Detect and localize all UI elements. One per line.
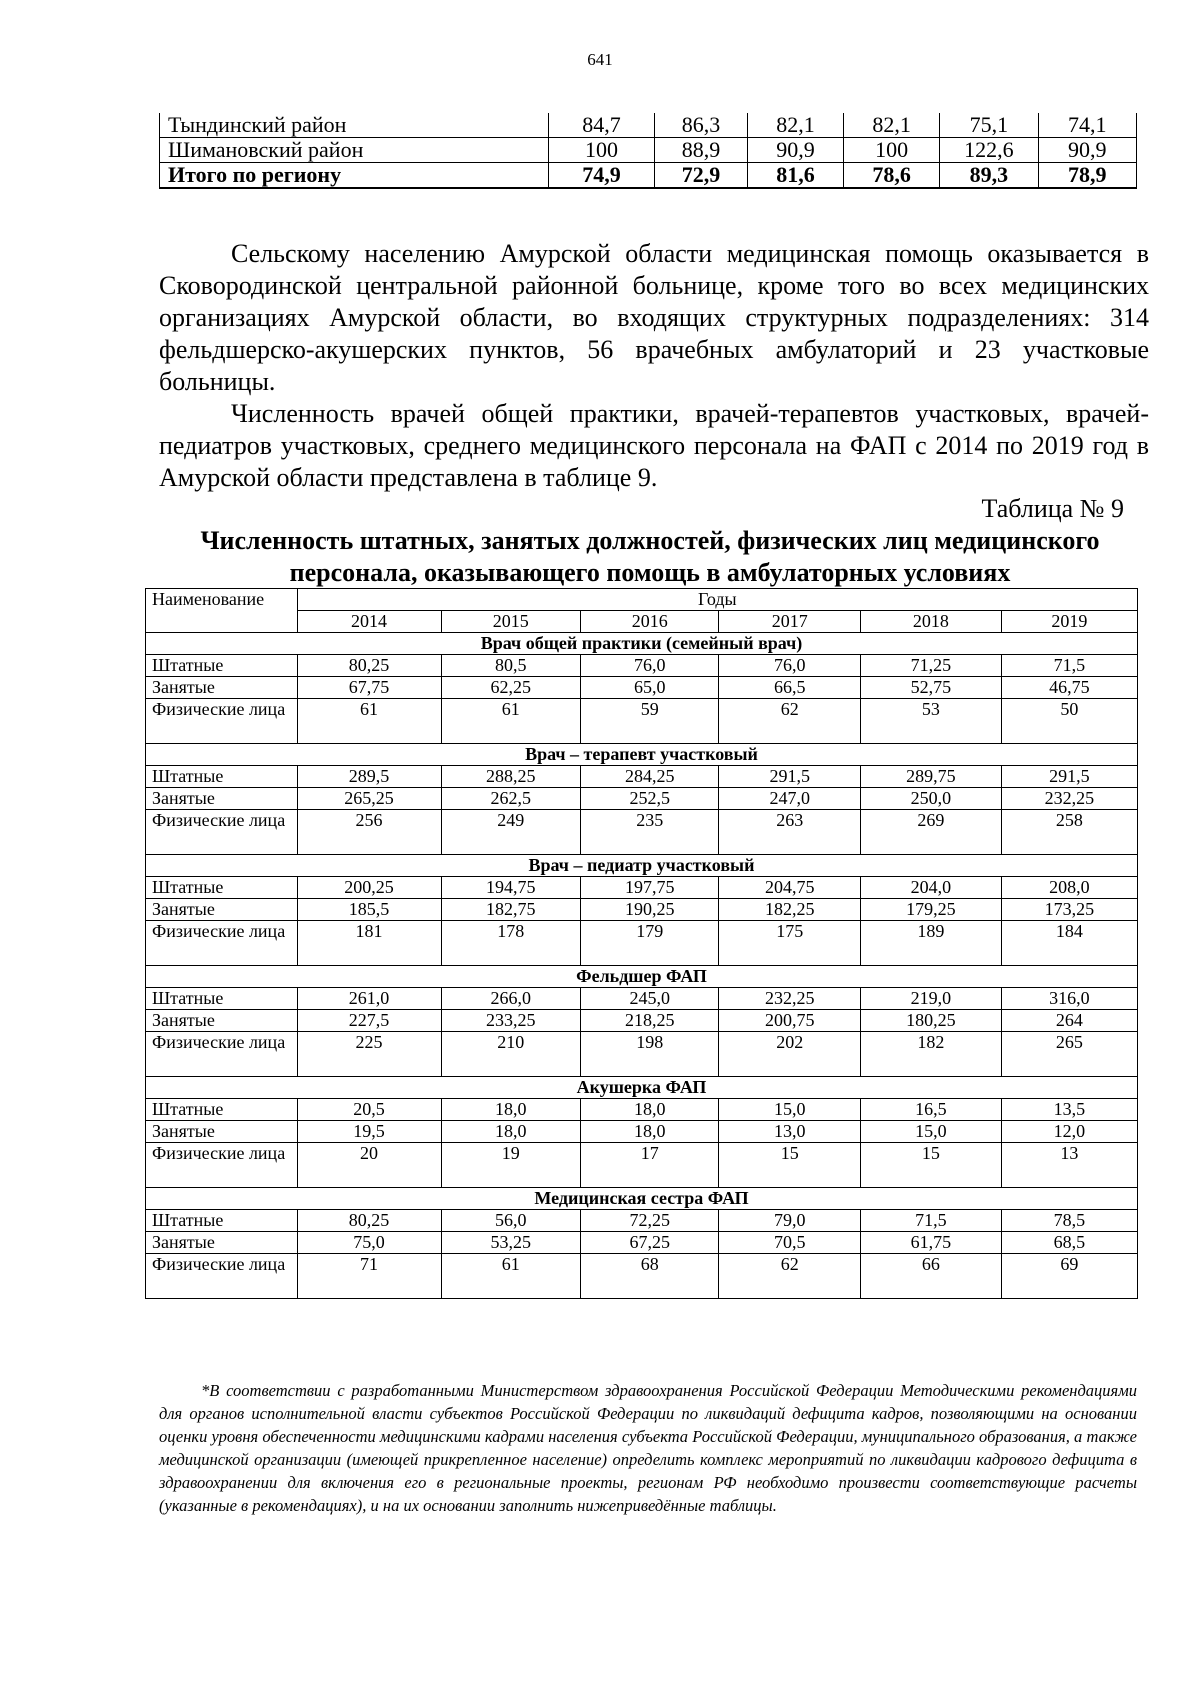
section-title: Врач общей практики (семейный врач) xyxy=(146,633,1138,655)
table-cell: 71,5 xyxy=(861,1210,1002,1232)
table-cell: 198 xyxy=(581,1032,719,1077)
table-cell: 179 xyxy=(581,921,719,966)
table-cell: 100 xyxy=(844,138,940,163)
table-cell: 16,5 xyxy=(861,1099,1002,1121)
table-cell: 82,1 xyxy=(844,113,940,138)
table-cell: 76,0 xyxy=(581,655,719,677)
table-cell: 227,5 xyxy=(297,1010,441,1032)
table-cell: 175 xyxy=(719,921,861,966)
table-cell: 208,0 xyxy=(1001,877,1137,899)
table-cell: 252,5 xyxy=(581,788,719,810)
table-cell: 219,0 xyxy=(861,988,1002,1010)
table-cell: 19 xyxy=(441,1143,581,1188)
table-cell: 61 xyxy=(441,1254,581,1299)
table-cell: 17 xyxy=(581,1143,719,1188)
table-cell: 18,0 xyxy=(581,1121,719,1143)
table-cell: 247,0 xyxy=(719,788,861,810)
table-cell: 194,75 xyxy=(441,877,581,899)
section-row xyxy=(146,1188,1138,1210)
table-cell: 78,6 xyxy=(844,163,940,189)
table-cell: 72,9 xyxy=(655,163,748,189)
table-cell: 258 xyxy=(1001,810,1137,855)
table-cell: 52,75 xyxy=(861,677,1002,699)
paragraph-rural-care: Сельскому населению Амурской области медицинская помощь оказывается в Сковородинской центральной районной больнице, кроме того во всех медицинских организациях Амурской области, во входящих структурных подразделениях: 314 фельдшерско-акушерских пунктов, 56 врачебных амбулаторий и 23 участковые больницы. xyxy=(159,239,1149,396)
table-cell: 67,25 xyxy=(581,1232,719,1254)
table-row xyxy=(146,766,1138,788)
table-cell: 66,5 xyxy=(719,677,861,699)
table-cell: 76,0 xyxy=(719,655,861,677)
table-row xyxy=(146,1210,1138,1232)
table-cell: 46,75 xyxy=(1001,677,1137,699)
table-cell: 71,5 xyxy=(1001,655,1137,677)
table-cell: 18,0 xyxy=(441,1099,581,1121)
section-title: Фельдшер ФАП xyxy=(146,966,1138,988)
row-label: Занятые xyxy=(146,1010,298,1032)
table-cell: 204,0 xyxy=(861,877,1002,899)
year-header: 2018 xyxy=(861,611,1002,633)
table-row xyxy=(146,677,1138,699)
table-title: Численность штатных, занятых должностей, физических лиц медицинского персонала, оказывающего помощь в амбулаторных условиях xyxy=(200,526,1100,587)
table-cell: 82,1 xyxy=(747,113,843,138)
district-name: Итого по региону xyxy=(160,163,549,189)
table-row xyxy=(146,1010,1138,1032)
year-header: 2015 xyxy=(441,611,581,633)
table-cell: 261,0 xyxy=(297,988,441,1010)
table-cell: 13,0 xyxy=(719,1121,861,1143)
table-cell: 67,75 xyxy=(297,677,441,699)
row-label: Физические лица xyxy=(146,1143,298,1188)
table-row xyxy=(146,1121,1138,1143)
table-cell: 245,0 xyxy=(581,988,719,1010)
row-label: Штатные xyxy=(146,655,298,677)
table-cell: 80,5 xyxy=(441,655,581,677)
table-cell: 90,9 xyxy=(1038,138,1136,163)
table-cell: 184 xyxy=(1001,921,1137,966)
table-cell: 72,25 xyxy=(581,1210,719,1232)
table-cell: 78,9 xyxy=(1038,163,1136,189)
table-cell: 263 xyxy=(719,810,861,855)
row-label: Физические лица xyxy=(146,921,298,966)
table-row xyxy=(146,699,1138,744)
table-cell: 190,25 xyxy=(581,899,719,921)
table-cell: 62 xyxy=(719,699,861,744)
table-cell: 249 xyxy=(441,810,581,855)
table-cell: 20,5 xyxy=(297,1099,441,1121)
table-cell: 74,9 xyxy=(549,163,655,189)
district-name: Шимановский район xyxy=(160,138,549,163)
table-cell: 100 xyxy=(549,138,655,163)
row-label: Занятые xyxy=(146,1121,298,1143)
year-header: 2019 xyxy=(1001,611,1137,633)
table-cell: 291,5 xyxy=(1001,766,1137,788)
table-cell: 218,25 xyxy=(581,1010,719,1032)
table-row xyxy=(146,1232,1138,1254)
top-table xyxy=(159,113,1137,189)
table-cell: 182 xyxy=(861,1032,1002,1077)
row-label: Занятые xyxy=(146,788,298,810)
table-cell: 90,9 xyxy=(747,138,843,163)
table-cell: 232,25 xyxy=(1001,788,1137,810)
table-row xyxy=(146,1032,1138,1077)
table-cell: 173,25 xyxy=(1001,899,1137,921)
table-cell: 18,0 xyxy=(581,1099,719,1121)
table-row xyxy=(146,921,1138,966)
table-cell: 13 xyxy=(1001,1143,1137,1188)
section-row xyxy=(146,633,1138,655)
section-row xyxy=(146,855,1138,877)
table-cell: 75,0 xyxy=(297,1232,441,1254)
table-cell: 202 xyxy=(719,1032,861,1077)
table-cell: 15 xyxy=(861,1143,1002,1188)
table-cell: 210 xyxy=(441,1032,581,1077)
table-row xyxy=(146,1099,1138,1121)
row-label: Физические лица xyxy=(146,810,298,855)
year-header: 2014 xyxy=(297,611,441,633)
table-cell: 182,75 xyxy=(441,899,581,921)
table-cell: 256 xyxy=(297,810,441,855)
table-cell: 53 xyxy=(861,699,1002,744)
table-cell: 75,1 xyxy=(940,113,1038,138)
table-cell: 233,25 xyxy=(441,1010,581,1032)
table-cell: 13,5 xyxy=(1001,1099,1137,1121)
table-cell: 197,75 xyxy=(581,877,719,899)
table-cell: 189 xyxy=(861,921,1002,966)
table-cell: 265 xyxy=(1001,1032,1137,1077)
table-row xyxy=(160,138,1137,163)
section-row xyxy=(146,966,1138,988)
table-cell: 20 xyxy=(297,1143,441,1188)
table-row xyxy=(146,877,1138,899)
table-cell: 56,0 xyxy=(441,1210,581,1232)
table-cell: 74,1 xyxy=(1038,113,1136,138)
year-header: 2017 xyxy=(719,611,861,633)
section-title: Врач – терапевт участковый xyxy=(146,744,1138,766)
section-title: Медицинская сестра ФАП xyxy=(146,1188,1138,1210)
table-cell: 15 xyxy=(719,1143,861,1188)
table-cell: 88,9 xyxy=(655,138,748,163)
table-cell: 68,5 xyxy=(1001,1232,1137,1254)
year-header: 2016 xyxy=(581,611,719,633)
table-cell: 180,25 xyxy=(861,1010,1002,1032)
table-cell: 265,25 xyxy=(297,788,441,810)
section-title: Врач – педиатр участковый xyxy=(146,855,1138,877)
table-cell: 86,3 xyxy=(655,113,748,138)
table-cell: 70,5 xyxy=(719,1232,861,1254)
table-cell: 84,7 xyxy=(549,113,655,138)
table-cell: 79,0 xyxy=(719,1210,861,1232)
table-label: Таблица № 9 xyxy=(981,494,1124,523)
table-row xyxy=(160,113,1137,138)
table-cell: 200,25 xyxy=(297,877,441,899)
row-label: Штатные xyxy=(146,988,298,1010)
header-years: Годы xyxy=(297,589,1137,611)
table-row xyxy=(146,899,1138,921)
table-cell: 291,5 xyxy=(719,766,861,788)
table-cell: 289,75 xyxy=(861,766,1002,788)
table-cell: 185,5 xyxy=(297,899,441,921)
table-row xyxy=(146,788,1138,810)
table-cell: 50 xyxy=(1001,699,1137,744)
table-cell: 71,25 xyxy=(861,655,1002,677)
row-label: Физические лица xyxy=(146,699,298,744)
table-row xyxy=(146,988,1138,1010)
row-label: Физические лица xyxy=(146,1254,298,1299)
table-cell: 225 xyxy=(297,1032,441,1077)
table-cell: 80,25 xyxy=(297,1210,441,1232)
row-label: Занятые xyxy=(146,677,298,699)
table-cell: 69 xyxy=(1001,1254,1137,1299)
table-cell: 61,75 xyxy=(861,1232,1002,1254)
row-label: Штатные xyxy=(146,877,298,899)
table-cell: 266,0 xyxy=(441,988,581,1010)
table-cell: 179,25 xyxy=(861,899,1002,921)
table-cell: 78,5 xyxy=(1001,1210,1137,1232)
row-label: Штатные xyxy=(146,1099,298,1121)
row-label: Занятые xyxy=(146,1232,298,1254)
table-cell: 250,0 xyxy=(861,788,1002,810)
table-cell: 53,25 xyxy=(441,1232,581,1254)
table-cell: 122,6 xyxy=(940,138,1038,163)
table-cell: 71 xyxy=(297,1254,441,1299)
table-cell: 65,0 xyxy=(581,677,719,699)
table-cell: 61 xyxy=(297,699,441,744)
table-cell: 182,25 xyxy=(719,899,861,921)
table-cell: 181 xyxy=(297,921,441,966)
table-cell: 269 xyxy=(861,810,1002,855)
table-cell: 232,25 xyxy=(719,988,861,1010)
table-row xyxy=(146,1143,1138,1188)
table-cell: 62,25 xyxy=(441,677,581,699)
section-row xyxy=(146,1077,1138,1099)
table-cell: 178 xyxy=(441,921,581,966)
table-cell: 68 xyxy=(581,1254,719,1299)
table-row xyxy=(146,655,1138,677)
table-cell: 284,25 xyxy=(581,766,719,788)
table-cell: 81,6 xyxy=(747,163,843,189)
footnote: *В соответствии с разработанными Министерством здравоохранения Российской Федерации Методическими рекомендациями для органов исполнительной власти субъектов Российской Федерации по ликвидаций дефицита кадров, позволяющими на основании оценки уровня обеспеченности медицинскими кадрами населения субъекта Российской Федерации, муниципального образования, а также медицинской организации (имеющей прикрепленное население) определить комплекс мероприятий по ликвидации кадрового дефицита в здравоохранении для включения его в региональные проекты, регионам РФ необходимо произвести соответствующие расчеты (указанные в рекомендациях), и на их основании заполнить нижеприведённые таблицы. xyxy=(159,1381,1137,1515)
staff-table xyxy=(145,588,1138,1299)
table-cell: 15,0 xyxy=(861,1121,1002,1143)
table-cell: 289,5 xyxy=(297,766,441,788)
row-label: Занятые xyxy=(146,899,298,921)
table-cell: 15,0 xyxy=(719,1099,861,1121)
table-cell: 204,75 xyxy=(719,877,861,899)
row-label: Штатные xyxy=(146,766,298,788)
table-cell: 316,0 xyxy=(1001,988,1137,1010)
district-name: Тындинский район xyxy=(160,113,549,138)
section-row xyxy=(146,744,1138,766)
table-row xyxy=(146,810,1138,855)
row-label: Физические лица xyxy=(146,1032,298,1077)
table-cell: 235 xyxy=(581,810,719,855)
table-row xyxy=(146,1254,1138,1299)
page-number: 641 xyxy=(587,50,613,69)
section-title: Акушерка ФАП xyxy=(146,1077,1138,1099)
table-cell: 66 xyxy=(861,1254,1002,1299)
paragraph-staff-count: Численность врачей общей практики, врачей-терапевтов участковых, врачей-педиатров участковых, среднего медицинского персонала на ФАП с 2014 по 2019 год в Амурской области представлена в таблице 9. xyxy=(159,399,1149,492)
table-cell: 200,75 xyxy=(719,1010,861,1032)
table-cell: 59 xyxy=(581,699,719,744)
header-name: Наименование xyxy=(146,589,298,633)
row-label: Штатные xyxy=(146,1210,298,1232)
table-cell: 61 xyxy=(441,699,581,744)
table-cell: 18,0 xyxy=(441,1121,581,1143)
table-cell: 89,3 xyxy=(940,163,1038,189)
table-cell: 62 xyxy=(719,1254,861,1299)
table-cell: 12,0 xyxy=(1001,1121,1137,1143)
table-row xyxy=(160,163,1137,189)
table-cell: 264 xyxy=(1001,1010,1137,1032)
table-cell: 19,5 xyxy=(297,1121,441,1143)
table-cell: 262,5 xyxy=(441,788,581,810)
table-cell: 80,25 xyxy=(297,655,441,677)
table-cell: 288,25 xyxy=(441,766,581,788)
